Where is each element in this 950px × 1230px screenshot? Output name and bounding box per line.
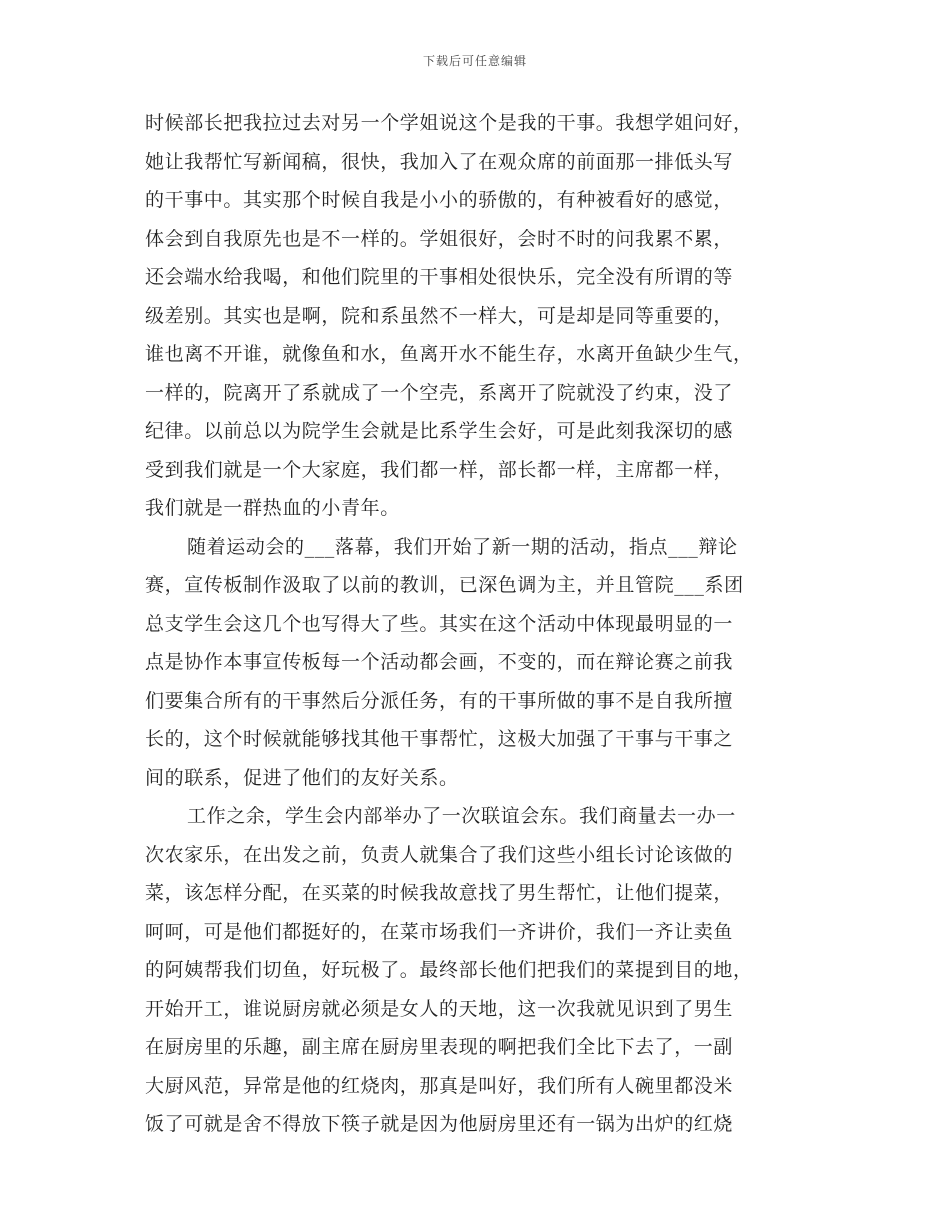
text-line: 我们就是一群热血的小青年。: [145, 497, 400, 519]
text-line: 呵呵，可是他们都挺好的，在菜市场我们一齐讲价，我们一齐让卖鱼: [145, 920, 734, 943]
text-line: 一样的，院离开了系就成了一个空壳，系离开了院就没了约束，没了: [145, 381, 734, 404]
text-line: 菜，该怎样分配，在买菜的时候我故意找了男生帮忙，让他们提菜，: [145, 882, 734, 904]
page-header: 下载后可任意编辑: [422, 54, 527, 68]
text-line: 的干事中。其实那个时候自我是小小的骄傲的，有种被看好的感觉，: [145, 189, 734, 211]
text-line: 总支学生会这几个也写得大了些。其实在这个活动中体现最明显的一: [145, 612, 734, 635]
text-line: 还会端水给我喝，和他们院里的干事相处很快乐，完全没有所谓的等: [145, 266, 734, 288]
text-line: 在厨房里的乐趣，副主席在厨房里表现的啊把我们全比下去了，一副: [145, 1036, 734, 1058]
text-line: 点是协作本事宣传板每一个活动都会画，不变的，而在辩论赛之前我: [145, 651, 734, 673]
text-line: 的阿姨帮我们切鱼，好玩极了。最终部长他们把我们的菜提到目的地，: [145, 959, 753, 981]
text-line: 大厨风范，异常是他的红烧肉，那真是叫好，我们所有人碗里都没米: [145, 1074, 734, 1097]
text-line: 时候部长把我拉过去对另一个学姐说这个是我的干事。我想学姐问好，: [145, 112, 753, 134]
text-line: 赛，宣传板制作汲取了以前的教训，已深色调为主，并且管院___系团: [145, 574, 744, 596]
text-line: 谁也离不开谁，就像鱼和水，鱼离开水不能生存，水离开鱼缺少生气，: [145, 343, 753, 365]
text-line: 她让我帮忙写新闻稿，很快，我加入了在观众席的前面那一排低头写: [145, 150, 734, 173]
text-line: 受到我们就是一个大家庭，我们都一样，部长都一样，主席都一样，: [145, 458, 734, 481]
text-line: 间的联系，促进了他们的友好关系。: [145, 766, 459, 789]
text-line: 随着运动会的___落幕，我们开始了新一期的活动，指点___辩论: [187, 535, 738, 558]
text-line: 次农家乐，在出发之前，负责人就集合了我们这些小组长讨论该做的: [145, 843, 734, 866]
text-line: 工作之余，学生会内部举办了一次联谊会东。我们商量去一办一: [187, 805, 736, 827]
text-line: 开始开工，谁说厨房就必须是女人的天地，这一次我就见识到了男生: [145, 997, 734, 1020]
text-line: 长的，这个时候就能够找其他干事帮忙，这极大加强了干事与干事之: [145, 728, 734, 750]
text-line: 级差别。其实也是啊，院和系虽然不一样大，可是却是同等重要的，: [145, 304, 734, 327]
document-body: [145, 104, 825, 1144]
text-line: 饭了可就是舍不得放下筷子就是因为他厨房里还有一锅为出炉的红烧: [145, 1113, 734, 1135]
text-line: 们要集合所有的干事然后分派任务，有的干事所做的事不是自我所擅: [145, 689, 734, 712]
text-line: 纪律。以前总以为院学生会就是比系学生会好，可是此刻我深切的感: [145, 420, 734, 442]
text-line: 体会到自我原先也是不一样的。学姐很好，会时不时的问我累不累，: [145, 227, 734, 250]
